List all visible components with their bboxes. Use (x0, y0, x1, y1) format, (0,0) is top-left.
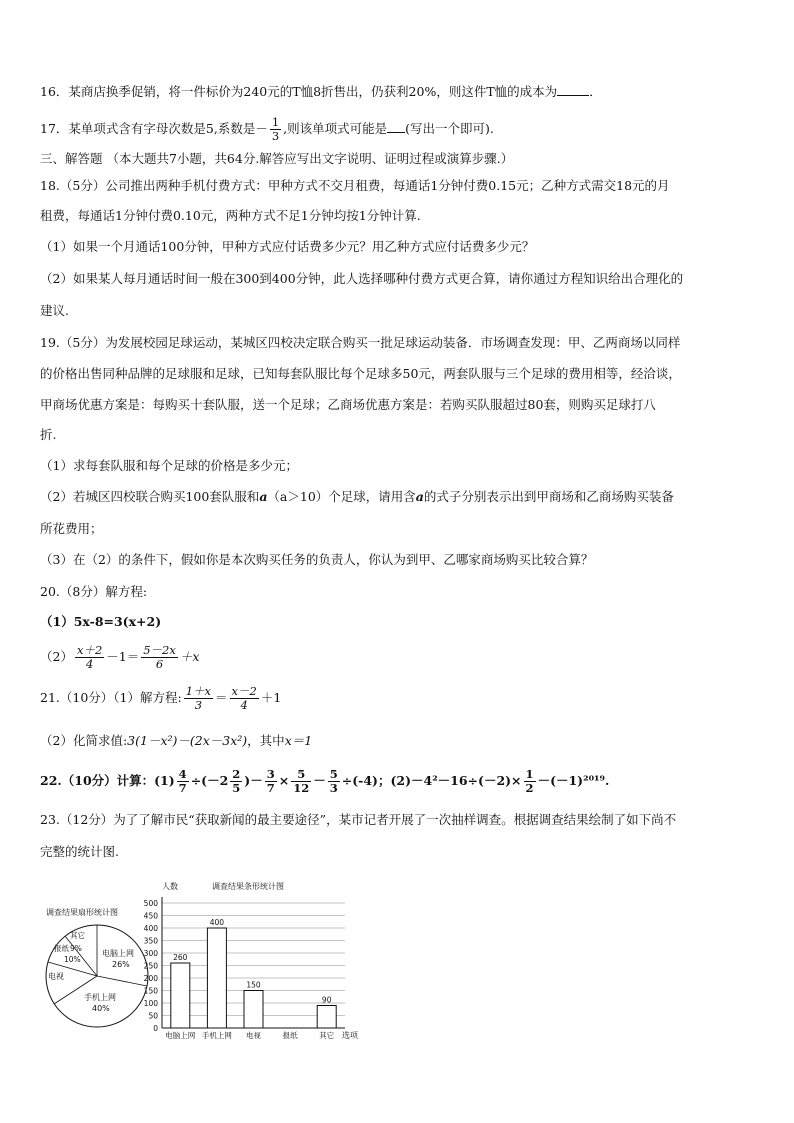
bar-value-label: 90 (321, 995, 332, 1005)
q20-heading: 20.（8分）解方程: (40, 584, 148, 599)
q23-line1: 23.（12分）为了了解市民“获取新闻的最主要途径”，某市记者开展了一次抽样调查。根据调查结果绘制了如下尚不 (40, 812, 677, 827)
bar (317, 1006, 336, 1029)
bar-bars (171, 918, 336, 1028)
q19-p2-pre: （2）若城区四校联合购买100套队服和 (40, 489, 260, 504)
y-tick-label: 500 (143, 899, 158, 908)
q21-heading: 21.（10分）（1）解方程: (40, 690, 182, 705)
x-tick-label: 其它 (319, 1031, 335, 1040)
q21-fraction-1 (184, 685, 213, 712)
frac-den: 3 (194, 698, 203, 712)
pie-pct-tv: 10% (64, 955, 81, 964)
frac-den: 12 (293, 781, 310, 795)
frac-den: 6 (155, 657, 164, 671)
frac-den: 7 (266, 781, 275, 795)
frac-num: 3 (266, 767, 275, 781)
pie-pct-mobile: 40% (92, 1004, 110, 1013)
q22-f: × (278, 773, 290, 788)
q21-p2-post: ，其中 (247, 733, 285, 748)
pie-title: 调查结果扇形统计图 (46, 908, 118, 917)
q18-part1: （1）如果一个月通话100分钟，甲种方式应付话费多少元？用乙种方式应付话费多少元？ (40, 239, 535, 254)
y-tick-label: 250 (143, 961, 158, 971)
pie-label-pc: 电脑上网 (102, 949, 134, 958)
bar-value-label: 150 (246, 980, 261, 990)
frac-num: 5－2x (143, 643, 176, 657)
q21-part1 (40, 681, 760, 715)
q22-h: － (313, 773, 326, 788)
pie-pct-pc: 26% (112, 960, 130, 969)
q20-p2-mid: －1＝ (106, 649, 140, 664)
q17-answer-blank[interactable] (387, 120, 405, 133)
q22-frac-i (328, 768, 340, 795)
x-tick-label: 电脑上网 (165, 1031, 196, 1040)
x-tick-label: 手机上网 (201, 1031, 232, 1040)
frac-num: 1＋x (185, 684, 212, 698)
bar-ylabel: 人数 (162, 882, 178, 891)
question-16 (40, 83, 760, 101)
q22-frac-e (265, 768, 277, 795)
y-tick-label: 100 (143, 999, 158, 1008)
question-17 (40, 116, 760, 143)
y-tick-label: 300 (143, 949, 158, 958)
frac-den: 3 (271, 129, 280, 143)
q21-equals: ＝ (215, 690, 228, 705)
bar (171, 963, 190, 1028)
q19-p2-cond: （a＞10） (267, 489, 329, 504)
q22-frac-c (230, 768, 242, 795)
q20-part2 (40, 640, 760, 674)
q19-line1: 19.（5分）为发展校园足球运动，某城区四校决定联合购买一批足球运动装备．市场调查发现：甲、乙两商场以同样 (40, 335, 681, 350)
frac-den: 4 (85, 657, 94, 671)
q22-k: ；(2)－4²－16÷(－2)× (377, 773, 522, 788)
bar-chart (130, 875, 380, 1050)
q17-coefficient-fraction (270, 116, 281, 143)
bar (207, 928, 226, 1028)
question-22 (40, 763, 760, 799)
y-tick-label: 400 (143, 924, 158, 933)
q22-b: ÷(－2 (190, 773, 229, 788)
bar (244, 991, 263, 1029)
q18-part2-line2: 建议. (40, 303, 69, 318)
bar-xlabels (165, 1030, 334, 1040)
q22-m: －(－1)²⁰¹⁹. (537, 773, 610, 788)
frac-num: 4 (178, 767, 187, 781)
q20-p2-label: （2） (40, 649, 73, 664)
q21-p2-condition: x＝1 (284, 733, 313, 748)
bar-xlabel: 选项 (342, 1031, 358, 1040)
q19-p2-post: 的式子分别表示出到甲商场和乙商场购买装备 (423, 489, 674, 504)
q19-var-a2: a (415, 489, 424, 504)
q21-p2-expression: 3(1－x²)－(2x－3x²) (127, 733, 248, 748)
q19-p2-mid: 个足球，请用含 (328, 489, 416, 504)
q22-j: ÷(-4) (341, 773, 378, 788)
y-tick-label: 350 (143, 936, 158, 946)
q21-fraction-2 (230, 685, 259, 712)
frac-num: 2 (232, 767, 241, 781)
q16-text: 16．某商店换季促销，将一件标价为240元的T恤8折售出，仍获利20%，则这件T恤的成本为 (40, 84, 558, 99)
x-tick-label: 电视 (246, 1031, 261, 1040)
frac-den: 7 (178, 781, 187, 795)
q21-p2-pre: （2）化简求值: (40, 733, 128, 748)
pie-label-tv: 电视 (48, 972, 64, 981)
y-tick-label: 0 (153, 1024, 158, 1033)
y-tick-label: 450 (143, 911, 158, 921)
bar-title: 调查结果条形统计图 (212, 882, 284, 891)
frac-num: x－2 (231, 684, 257, 698)
x-tick-label: 报纸 (282, 1031, 298, 1040)
bar-value-label: 260 (173, 953, 188, 962)
q19-var-a: a (259, 489, 268, 504)
q22-heading: 22.（10分）计算：(1) (40, 773, 175, 788)
q19-part1: （1）求每套队服和每个足球的价格是多少元； (40, 458, 298, 473)
y-tick-label: 200 (143, 974, 158, 983)
bar-value-label: 400 (209, 918, 225, 927)
q22-frac-g (291, 768, 311, 795)
q16-answer-blank[interactable] (557, 83, 589, 96)
q19-line2: 的价格出售同种品牌的足球服和足球，已知每套队服比每个足球多50元，两套队服与三个足球的费用相等，经洽谈， (40, 366, 681, 381)
q20-part1: （1）5x-8=3(x+2) (40, 614, 162, 629)
frac-den: 2 (525, 781, 534, 795)
q22-frac-l (524, 768, 536, 795)
q17-pre: 17．某单项式含有字母次数是5,系数是－ (40, 121, 268, 136)
q17-tail: (写出一个即可). (405, 121, 494, 136)
q19-line4: 折. (40, 427, 57, 442)
q18-line2: 租费，每通话1分钟付费0.10元，两种方式不足1分钟均按1分钟计算. (40, 208, 421, 223)
q21-part2 (40, 732, 760, 750)
section-3-heading: 三、解答题 （本大题共7小题，共64分.解答应写出文字说明、证明过程或演算步骤.） (40, 151, 514, 166)
frac-den: 5 (232, 781, 241, 795)
frac-num: 5 (329, 767, 338, 781)
frac-num: 1 (271, 115, 280, 129)
q18-part2-line1: （2）如果某人每月通话时间一般在300到400分钟，此人选择哪种付费方式更合算，请你通过方程知识给出合理化的 (40, 271, 684, 286)
q16-tail: ． (589, 84, 602, 99)
pie-label-mobile: 手机上网 (84, 993, 116, 1002)
frac-num: 1 (525, 767, 534, 781)
q20-fraction-2 (141, 644, 178, 671)
q19-part3: （3）在（2）的条件下，假如你是本次购买任务的负责人，你认为到甲、乙哪家商场购买比较合算？ (40, 552, 594, 567)
q19-part2-line1 (40, 488, 760, 506)
q17-post: ,则该单项式可能是 (283, 121, 388, 136)
y-tick-label: 50 (148, 1011, 158, 1021)
frac-num: 5 (291, 768, 311, 782)
q19-line3: 甲商场优惠方案是：每购买十套队服，送一个足球；乙商场优惠方案是：若购买队服超过80套，则购买足球打八 (40, 397, 656, 412)
frac-num: x＋2 (76, 643, 103, 657)
q18-line1: 18.（5分）公司推出两种手机付费方式：甲种方式不交月租费，每通话1分钟付费0.15元；乙种方式需交18元的月 (40, 178, 670, 193)
frac-den: 4 (240, 698, 248, 712)
pie-label-newspaper: 报纸 (54, 944, 69, 953)
q23-line2: 完整的统计图. (40, 844, 119, 859)
q21-end: ＋1 (260, 690, 282, 705)
q22-frac-a (177, 768, 189, 795)
q22-d: )－ (244, 773, 263, 788)
pie-pct-newspaper: 9% (70, 944, 82, 953)
q19-part2-line2: 所花费用； (40, 521, 103, 536)
q20-fraction-1 (75, 644, 104, 671)
frac-den: 3 (329, 781, 338, 795)
pie-label-other: 其它 (70, 931, 85, 940)
bar-yticks (144, 899, 159, 1033)
y-tick-label: 150 (143, 986, 158, 996)
q20-p2-end: ＋x (179, 649, 200, 664)
